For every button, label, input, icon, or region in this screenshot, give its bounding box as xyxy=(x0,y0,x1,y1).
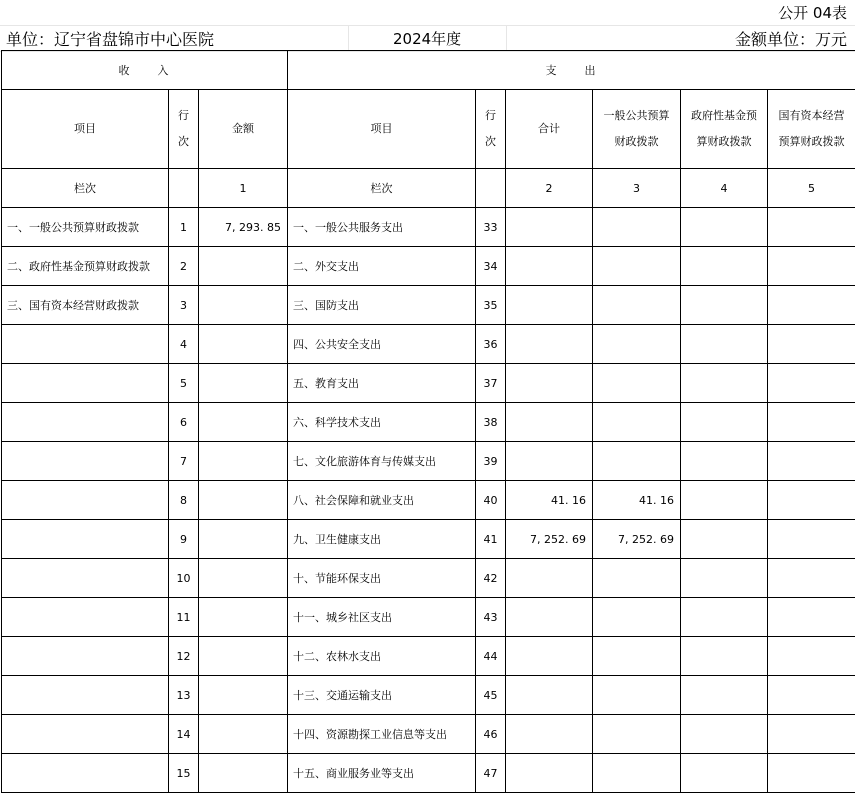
income-item-cell: 一、一般公共预算财政拨款 xyxy=(2,208,169,247)
expense-item-cell: 五、教育支出 xyxy=(288,364,476,403)
income-amount-cell xyxy=(199,442,288,481)
income-amount-cell xyxy=(199,520,288,559)
table-row xyxy=(2,637,855,676)
income-item-cell xyxy=(2,559,169,598)
general-budget-cell xyxy=(593,715,681,754)
money-unit-label: 金额单位：万元 xyxy=(734,30,847,49)
general-budget-cell: 41. 16 xyxy=(593,481,681,520)
income-item-cell xyxy=(2,520,169,559)
income-row-no-cell: 10 xyxy=(169,559,199,598)
header-divider xyxy=(506,26,507,51)
income-amount-cell xyxy=(199,559,288,598)
general-budget-header: 一般公共预算财政拨款 xyxy=(593,90,681,169)
table-row xyxy=(2,403,855,442)
general-budget-cell xyxy=(593,442,681,481)
report-header xyxy=(0,25,855,52)
total-cell xyxy=(506,247,593,286)
income-item-cell xyxy=(2,364,169,403)
column-number: 3 xyxy=(593,169,681,208)
unit-label: 单位：辽宁省盘锦市中心医院 xyxy=(6,30,215,49)
expense-row-no-cell: 47 xyxy=(476,754,506,793)
total-cell xyxy=(506,754,593,793)
gov-fund-cell xyxy=(681,637,768,676)
total-header: 合计 xyxy=(506,90,593,169)
total-cell xyxy=(506,637,593,676)
expense-row-no-cell: 33 xyxy=(476,208,506,247)
income-item-header: 项目 xyxy=(2,90,169,169)
income-item-cell xyxy=(2,754,169,793)
income-item-cell xyxy=(2,676,169,715)
expense-item-cell: 一、一般公共服务支出 xyxy=(288,208,476,247)
income-amount-cell xyxy=(199,325,288,364)
expense-row-no-cell: 43 xyxy=(476,598,506,637)
state-capital-cell xyxy=(768,520,855,559)
gov-fund-cell xyxy=(681,559,768,598)
income-amount-cell xyxy=(199,637,288,676)
total-cell xyxy=(506,208,593,247)
gov-fund-cell xyxy=(681,481,768,520)
income-amount-cell: 7, 293. 85 xyxy=(199,208,288,247)
gov-fund-cell xyxy=(681,325,768,364)
expense-row-no-cell: 35 xyxy=(476,286,506,325)
total-cell xyxy=(506,598,593,637)
state-capital-cell xyxy=(768,442,855,481)
lanci-label: 栏次 xyxy=(288,169,476,208)
state-capital-header: 国有资本经营预算财政拨款 xyxy=(768,90,855,169)
general-budget-cell xyxy=(593,598,681,637)
state-capital-cell xyxy=(768,403,855,442)
expense-row-no-cell: 46 xyxy=(476,715,506,754)
gov-fund-cell xyxy=(681,715,768,754)
table-row xyxy=(2,715,855,754)
expense-row-no-cell: 41 xyxy=(476,520,506,559)
total-cell xyxy=(506,286,593,325)
income-amount-cell xyxy=(199,247,288,286)
gov-fund-cell xyxy=(681,208,768,247)
gov-fund-cell xyxy=(681,598,768,637)
column-number-row xyxy=(2,169,855,208)
total-cell xyxy=(506,715,593,754)
general-budget-cell xyxy=(593,559,681,598)
gov-fund-cell xyxy=(681,364,768,403)
table-row xyxy=(2,754,855,793)
expense-row-no-cell: 38 xyxy=(476,403,506,442)
expense-item-cell: 三、国防支出 xyxy=(288,286,476,325)
general-budget-cell xyxy=(593,676,681,715)
income-amount-cell xyxy=(199,754,288,793)
income-item-cell xyxy=(2,598,169,637)
expense-item-header: 项目 xyxy=(288,90,476,169)
income-amount-cell xyxy=(199,676,288,715)
lanci-label: 栏次 xyxy=(2,169,169,208)
general-budget-cell xyxy=(593,247,681,286)
gov-fund-cell xyxy=(681,754,768,793)
expense-row-no-cell: 34 xyxy=(476,247,506,286)
income-amount-cell xyxy=(199,403,288,442)
income-row-no-cell: 12 xyxy=(169,637,199,676)
fiscal-year: 2024年度 xyxy=(393,30,462,48)
total-cell: 7, 252. 69 xyxy=(506,520,593,559)
gov-fund-cell xyxy=(681,676,768,715)
expense-item-cell: 四、公共安全支出 xyxy=(288,325,476,364)
total-cell xyxy=(506,676,593,715)
income-item-cell: 二、政府性基金预算财政拨款 xyxy=(2,247,169,286)
general-budget-cell xyxy=(593,364,681,403)
table-row xyxy=(2,364,855,403)
column-number: 2 xyxy=(506,169,593,208)
general-budget-cell xyxy=(593,403,681,442)
table-row xyxy=(2,247,855,286)
income-item-cell xyxy=(2,481,169,520)
expense-row-no-header: 行次 xyxy=(476,90,506,169)
expense-item-cell: 十二、农林水支出 xyxy=(288,637,476,676)
income-amount-cell xyxy=(199,598,288,637)
state-capital-cell xyxy=(768,559,855,598)
total-cell xyxy=(506,403,593,442)
header-divider xyxy=(348,26,349,51)
income-amount-cell xyxy=(199,715,288,754)
state-capital-cell xyxy=(768,676,855,715)
expense-row-no-cell: 45 xyxy=(476,676,506,715)
gov-fund-cell xyxy=(681,403,768,442)
state-capital-cell xyxy=(768,481,855,520)
total-cell xyxy=(506,364,593,403)
total-cell: 41. 16 xyxy=(506,481,593,520)
gov-fund-cell xyxy=(681,247,768,286)
income-amount-cell xyxy=(199,481,288,520)
gov-fund-cell xyxy=(681,286,768,325)
column-number: 1 xyxy=(199,169,288,208)
income-item-cell xyxy=(2,637,169,676)
table-row xyxy=(2,559,855,598)
expense-item-cell: 十四、资源勘探工业信息等支出 xyxy=(288,715,476,754)
income-row-no-cell: 14 xyxy=(169,715,199,754)
state-capital-cell xyxy=(768,754,855,793)
income-item-cell: 三、国有资本经营财政拨款 xyxy=(2,286,169,325)
state-capital-cell xyxy=(768,715,855,754)
income-item-cell xyxy=(2,442,169,481)
income-row-no-cell: 13 xyxy=(169,676,199,715)
income-row-no-cell: 1 xyxy=(169,208,199,247)
expense-item-cell: 九、卫生健康支出 xyxy=(288,520,476,559)
gov-fund-cell xyxy=(681,442,768,481)
table-row xyxy=(2,481,855,520)
income-row-no-cell: 5 xyxy=(169,364,199,403)
total-cell xyxy=(506,559,593,598)
state-capital-cell xyxy=(768,208,855,247)
state-capital-cell xyxy=(768,598,855,637)
table-row xyxy=(2,442,855,481)
table-row xyxy=(2,676,855,715)
income-amount-cell xyxy=(199,364,288,403)
column-number: 4 xyxy=(681,169,768,208)
general-budget-cell: 7, 252. 69 xyxy=(593,520,681,559)
income-row-no-header: 行次 xyxy=(169,90,199,169)
table-row xyxy=(2,598,855,637)
empty-cell xyxy=(476,169,506,208)
table-row xyxy=(2,520,855,559)
expense-item-cell: 八、社会保障和就业支出 xyxy=(288,481,476,520)
expense-item-cell: 十一、城乡社区支出 xyxy=(288,598,476,637)
expense-row-no-cell: 39 xyxy=(476,442,506,481)
state-capital-cell xyxy=(768,637,855,676)
expense-item-cell: 十五、商业服务业等支出 xyxy=(288,754,476,793)
income-row-no-cell: 11 xyxy=(169,598,199,637)
income-section-header: 收 入 xyxy=(2,51,288,90)
income-amount-cell xyxy=(199,286,288,325)
expense-item-cell: 七、文化旅游体育与传媒支出 xyxy=(288,442,476,481)
general-budget-cell xyxy=(593,286,681,325)
income-row-no-cell: 15 xyxy=(169,754,199,793)
expense-row-no-cell: 44 xyxy=(476,637,506,676)
income-row-no-cell: 4 xyxy=(169,325,199,364)
expense-item-cell: 六、科学技术支出 xyxy=(288,403,476,442)
empty-cell xyxy=(169,169,199,208)
income-item-cell xyxy=(2,403,169,442)
expense-item-cell: 十三、交通运输支出 xyxy=(288,676,476,715)
expense-item-cell: 二、外交支出 xyxy=(288,247,476,286)
expense-row-no-cell: 42 xyxy=(476,559,506,598)
state-capital-cell xyxy=(768,247,855,286)
general-budget-cell xyxy=(593,637,681,676)
state-capital-cell xyxy=(768,286,855,325)
income-row-no-cell: 9 xyxy=(169,520,199,559)
income-item-cell xyxy=(2,325,169,364)
income-amount-header: 金额 xyxy=(199,90,288,169)
general-budget-cell xyxy=(593,325,681,364)
state-capital-cell xyxy=(768,364,855,403)
form-number: 公开 04表 xyxy=(778,4,847,22)
income-row-no-cell: 3 xyxy=(169,286,199,325)
expense-item-cell: 十、节能环保支出 xyxy=(288,559,476,598)
income-row-no-cell: 6 xyxy=(169,403,199,442)
expense-row-no-cell: 37 xyxy=(476,364,506,403)
table-row xyxy=(2,325,855,364)
gov-fund-cell xyxy=(681,520,768,559)
table-row xyxy=(2,208,855,247)
total-cell xyxy=(506,442,593,481)
general-budget-cell xyxy=(593,754,681,793)
expense-row-no-cell: 40 xyxy=(476,481,506,520)
income-item-cell xyxy=(2,715,169,754)
income-row-no-cell: 8 xyxy=(169,481,199,520)
income-row-no-cell: 7 xyxy=(169,442,199,481)
income-row-no-cell: 2 xyxy=(169,247,199,286)
total-cell xyxy=(506,325,593,364)
fiscal-appropriation-table xyxy=(1,50,855,793)
gov-fund-header: 政府性基金预算财政拨款 xyxy=(681,90,768,169)
column-number: 5 xyxy=(768,169,855,208)
table-row xyxy=(2,286,855,325)
column-header-row xyxy=(2,90,855,169)
general-budget-cell xyxy=(593,208,681,247)
expense-section-header: 支 出 xyxy=(288,51,855,90)
expense-row-no-cell: 36 xyxy=(476,325,506,364)
state-capital-cell xyxy=(768,325,855,364)
section-header-row xyxy=(2,51,855,90)
